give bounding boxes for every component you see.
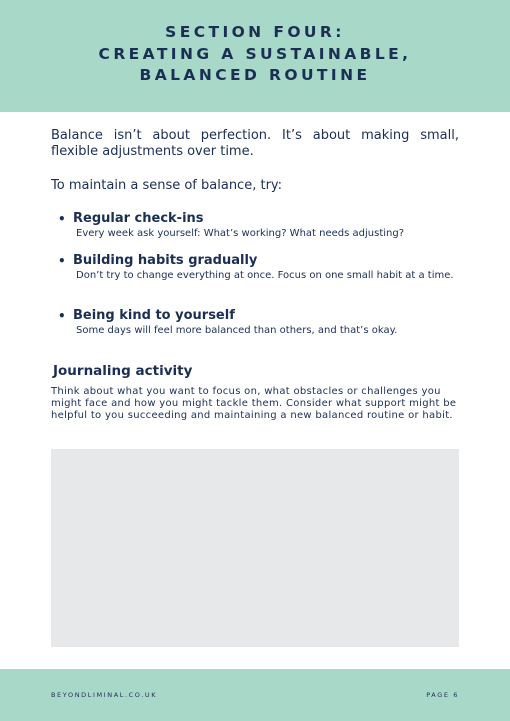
journaling-prompt: Think about what you want to focus on, what obstacles or challenges you might face and how you might tackle them. Consider what support might be helpful to you succeeding and maintaining a new balanced routine or habit. — [51, 386, 457, 422]
section-title — [0, 22, 510, 87]
journaling-answer-box[interactable] — [51, 449, 459, 647]
journaling-heading: Journaling activity — [53, 363, 193, 379]
tip-title: Regular check-ins — [73, 211, 204, 226]
bullet-icon: • — [58, 212, 66, 226]
page-number: PAGE 6 — [426, 691, 459, 699]
intro-paragraph: Balance isn’t about perfection. It’s about making small, flexible adjustments over time. — [51, 128, 459, 159]
tip-title: Building habits gradually — [73, 253, 258, 268]
tip-description: Every week ask yourself: What’s working? What needs adjusting? — [76, 228, 405, 239]
bullet-icon: • — [58, 309, 66, 323]
section-title-line-2: CREATING A SUSTAINABLE, — [98, 44, 412, 63]
bullet-icon: • — [58, 254, 66, 268]
page-footer — [0, 669, 510, 721]
section-title-line-1: SECTION FOUR: — [165, 23, 345, 41]
tip-description: Some days will feel more balanced than others, and that’s okay. — [76, 325, 398, 336]
tip-title: Being kind to yourself — [73, 308, 235, 323]
section-title-line-3: BALANCED ROUTINE — [139, 66, 371, 84]
lead-sentence: To maintain a sense of balance, try: — [51, 178, 283, 193]
page-header — [0, 0, 510, 112]
footer-website: BEYONDLIMINAL.CO.UK — [51, 691, 158, 699]
tip-description: Don’t try to change everything at once. Focus on one small habit at a time. — [76, 270, 454, 281]
